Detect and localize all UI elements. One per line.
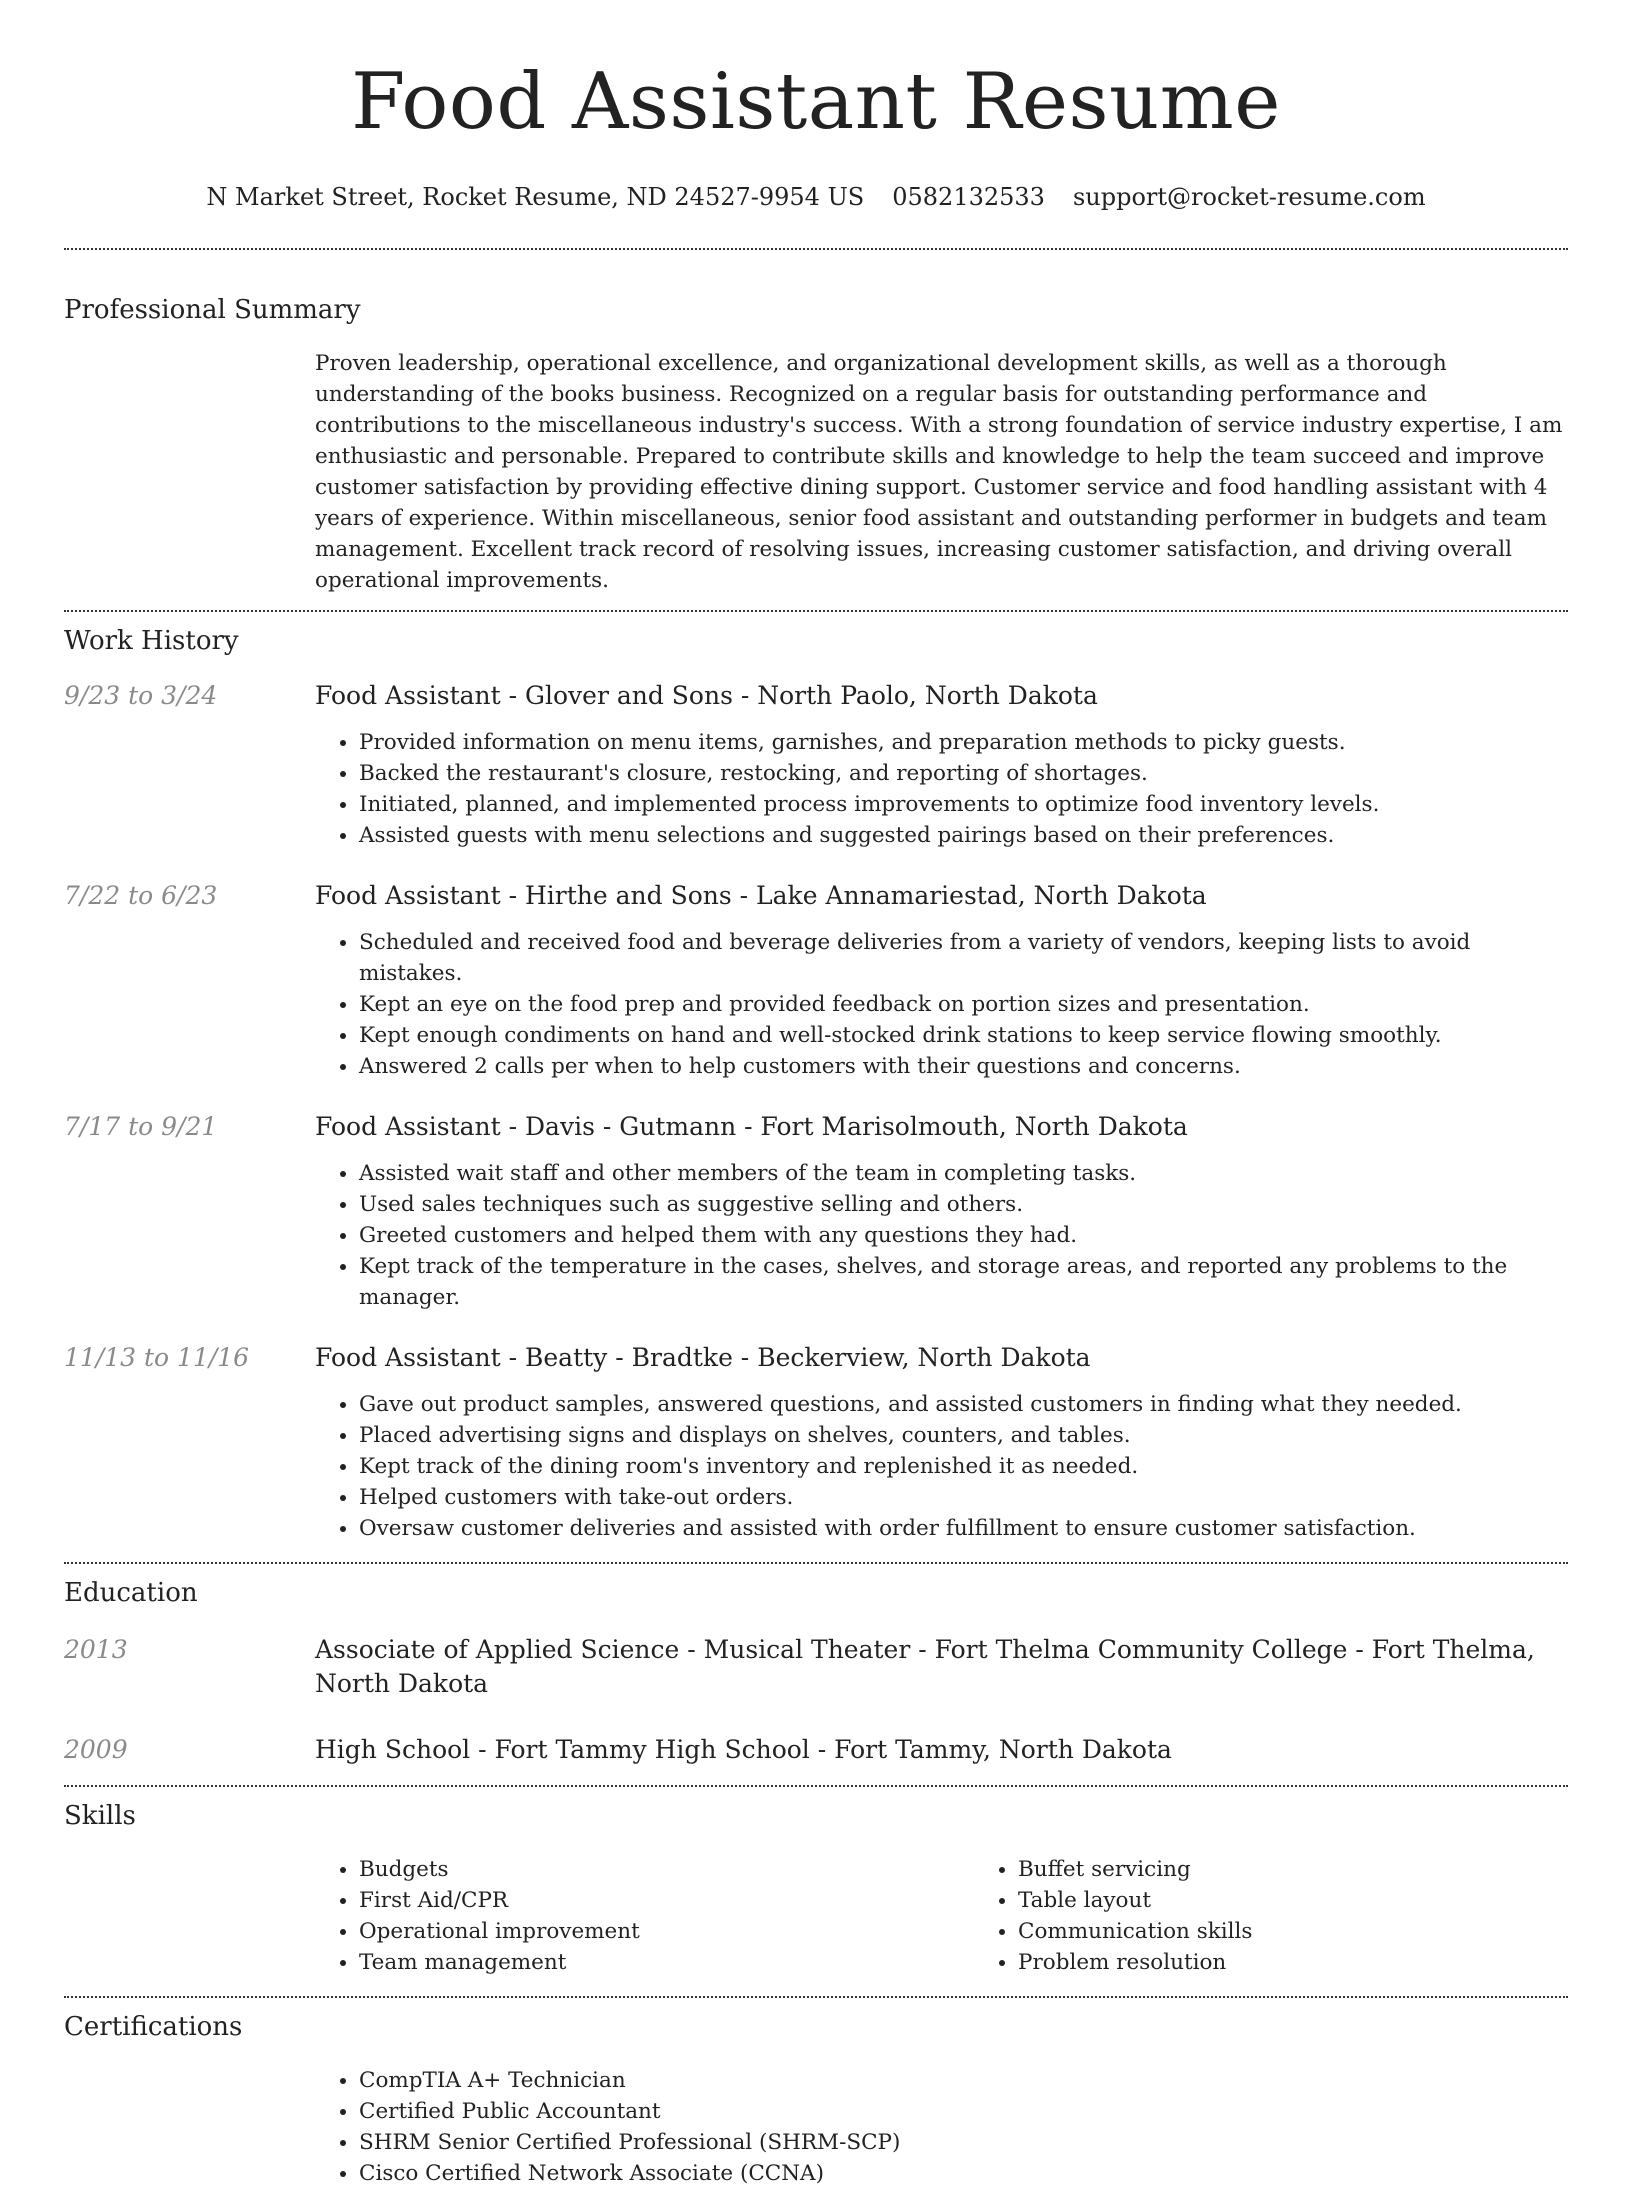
education-section — [64, 1575, 1568, 1767]
work-history-section — [64, 623, 1568, 1544]
list-item: • Placed advertising signs and displays on shelves, counters, and tables. — [359, 1420, 1568, 1451]
section-divider — [64, 610, 1568, 612]
job-dates: 7/22 to 6/23 — [64, 881, 218, 910]
list-item: • Certified Public Accountant — [359, 2096, 1568, 2127]
job-dates: 11/13 to 11/16 — [64, 1343, 250, 1372]
certifications-section — [64, 2009, 1568, 2189]
list-item: • First Aid/CPR — [359, 1885, 974, 1916]
list-item: • Assisted wait staff and other members of the team in completing tasks. — [359, 1158, 1568, 1189]
certifications-list — [315, 2065, 1568, 2189]
page-title: Food Assistant Resume — [351, 57, 1281, 147]
list-item: • Greeted customers and helped them with any questions they had. — [359, 1220, 1568, 1251]
list-item: • Table layout — [1018, 1885, 1632, 1916]
certifications-heading: Certifications — [64, 2012, 243, 2042]
job-bullets — [315, 1389, 1568, 1544]
list-item: • Cisco Certified Network Associate (CCNA) — [359, 2158, 1568, 2189]
list-item: • Helped customers with take-out orders. — [359, 1482, 1568, 1513]
skills-list-column-1 — [315, 1854, 974, 1978]
list-item: • Provided information on menu items, garnishes, and preparation methods to picky guests. — [359, 727, 1568, 758]
section-divider — [64, 1562, 1568, 1564]
list-item: • Communication skills — [1018, 1916, 1632, 1947]
contact-email: support@rocket-resume.com — [1072, 183, 1426, 211]
education-text: Associate of Applied Science - Musical Theater - Fort Thelma Community College - Fort Thelma, North Dakota — [315, 1635, 1535, 1698]
job-title: Food Assistant - Glover and Sons - North Paolo, North Dakota — [315, 681, 1098, 710]
list-item: • SHRM Senior Certified Professional (SHRM-SCP) — [359, 2127, 1568, 2158]
job-title: Food Assistant - Beatty - Bradtke - Beckerview, North Dakota — [315, 1343, 1091, 1372]
job-entry — [64, 1110, 1568, 1313]
list-item: • Problem resolution — [1018, 1947, 1632, 1978]
job-bullets — [315, 927, 1568, 1082]
work-history-heading: Work History — [64, 626, 239, 656]
list-item: • Assisted guests with menu selections and suggested pairings based on their preferences. — [359, 820, 1568, 851]
section-divider — [64, 1996, 1568, 1998]
list-item: • Kept enough condiments on hand and well-stocked drink stations to keep service flowing smoothly. — [359, 1020, 1568, 1051]
job-title: Food Assistant - Davis - Gutmann - Fort Marisolmouth, North Dakota — [315, 1112, 1188, 1141]
list-item: • Gave out product samples, answered questions, and assisted customers in finding what they needed. — [359, 1389, 1568, 1420]
job-bullets — [315, 1158, 1568, 1313]
education-heading: Education — [64, 1578, 198, 1608]
contact-info — [64, 180, 1568, 214]
list-item: • Answered 2 calls per when to help customers with their questions and concerns. — [359, 1051, 1568, 1082]
list-item: • Initiated, planned, and implemented process improvements to optimize food inventory levels. — [359, 789, 1568, 820]
summary-section — [64, 292, 1568, 596]
contact-address: N Market Street, Rocket Resume, ND 24527-9954 US — [206, 183, 865, 211]
list-item: • Budgets — [359, 1854, 974, 1885]
list-item: • CompTIA A+ Technician — [359, 2065, 1568, 2096]
section-divider — [64, 1785, 1568, 1787]
education-entry — [64, 1633, 1568, 1701]
job-title: Food Assistant - Hirthe and Sons - Lake Annamariestad, North Dakota — [315, 881, 1207, 910]
list-item: • Buffet servicing — [1018, 1854, 1632, 1885]
list-item: • Scheduled and received food and beverage deliveries from a variety of vendors, keeping lists to avoid mistakes. — [359, 927, 1568, 989]
education-year: 2009 — [64, 1735, 128, 1764]
job-entry — [64, 879, 1568, 1082]
education-entry — [64, 1733, 1568, 1767]
list-item: • Backed the restaurant's closure, restocking, and reporting of shortages. — [359, 758, 1568, 789]
contact-phone: 0582132533 — [892, 183, 1045, 211]
skills-heading: Skills — [64, 1801, 136, 1831]
list-item: • Used sales techniques such as suggestive selling and others. — [359, 1189, 1568, 1220]
section-divider — [64, 248, 1568, 250]
skills-section — [64, 1798, 1568, 1978]
list-item: • Oversaw customer deliveries and assisted with order fulfillment to ensure customer satisfaction. — [359, 1513, 1568, 1544]
list-item: • Team management — [359, 1947, 974, 1978]
list-item: • Kept track of the dining room's inventory and replenished it as needed. — [359, 1451, 1568, 1482]
education-year: 2013 — [64, 1635, 128, 1664]
skills-list-column-2 — [974, 1854, 1632, 1978]
job-entry — [64, 679, 1568, 851]
summary-text: Proven leadership, operational excellence, and organizational development skills, as well as a thorough understanding of the books business. Recognized on a regular basis for outstanding performance and contributions to the miscellaneous industry's success. With a strong foundation of service industry expertise, I am enthusiastic and personable. Prepared to contribute skills and knowledge to help the team succeed and improve customer satisfaction by providing effective dining support. Customer service and food handling assistant with 4 years of experience. Within miscellaneous, senior food assistant and outstanding performer in budgets and team management. Excellent track record of resolving issues, increasing customer satisfaction, and driving overall operational improvements. — [315, 351, 1563, 593]
job-entry — [64, 1341, 1568, 1544]
education-text: High School - Fort Tammy High School - Fort Tammy, North Dakota — [315, 1735, 1172, 1764]
list-item: • Operational improvement — [359, 1916, 974, 1947]
job-bullets — [315, 727, 1568, 851]
list-item: • Kept an eye on the food prep and provided feedback on portion sizes and presentation. — [359, 989, 1568, 1020]
summary-heading: Professional Summary — [64, 295, 361, 325]
job-dates: 9/23 to 3/24 — [64, 681, 218, 710]
list-item: • Kept track of the temperature in the cases, shelves, and storage areas, and reported any problems to the manager. — [359, 1251, 1568, 1313]
job-dates: 7/17 to 9/21 — [64, 1112, 218, 1141]
